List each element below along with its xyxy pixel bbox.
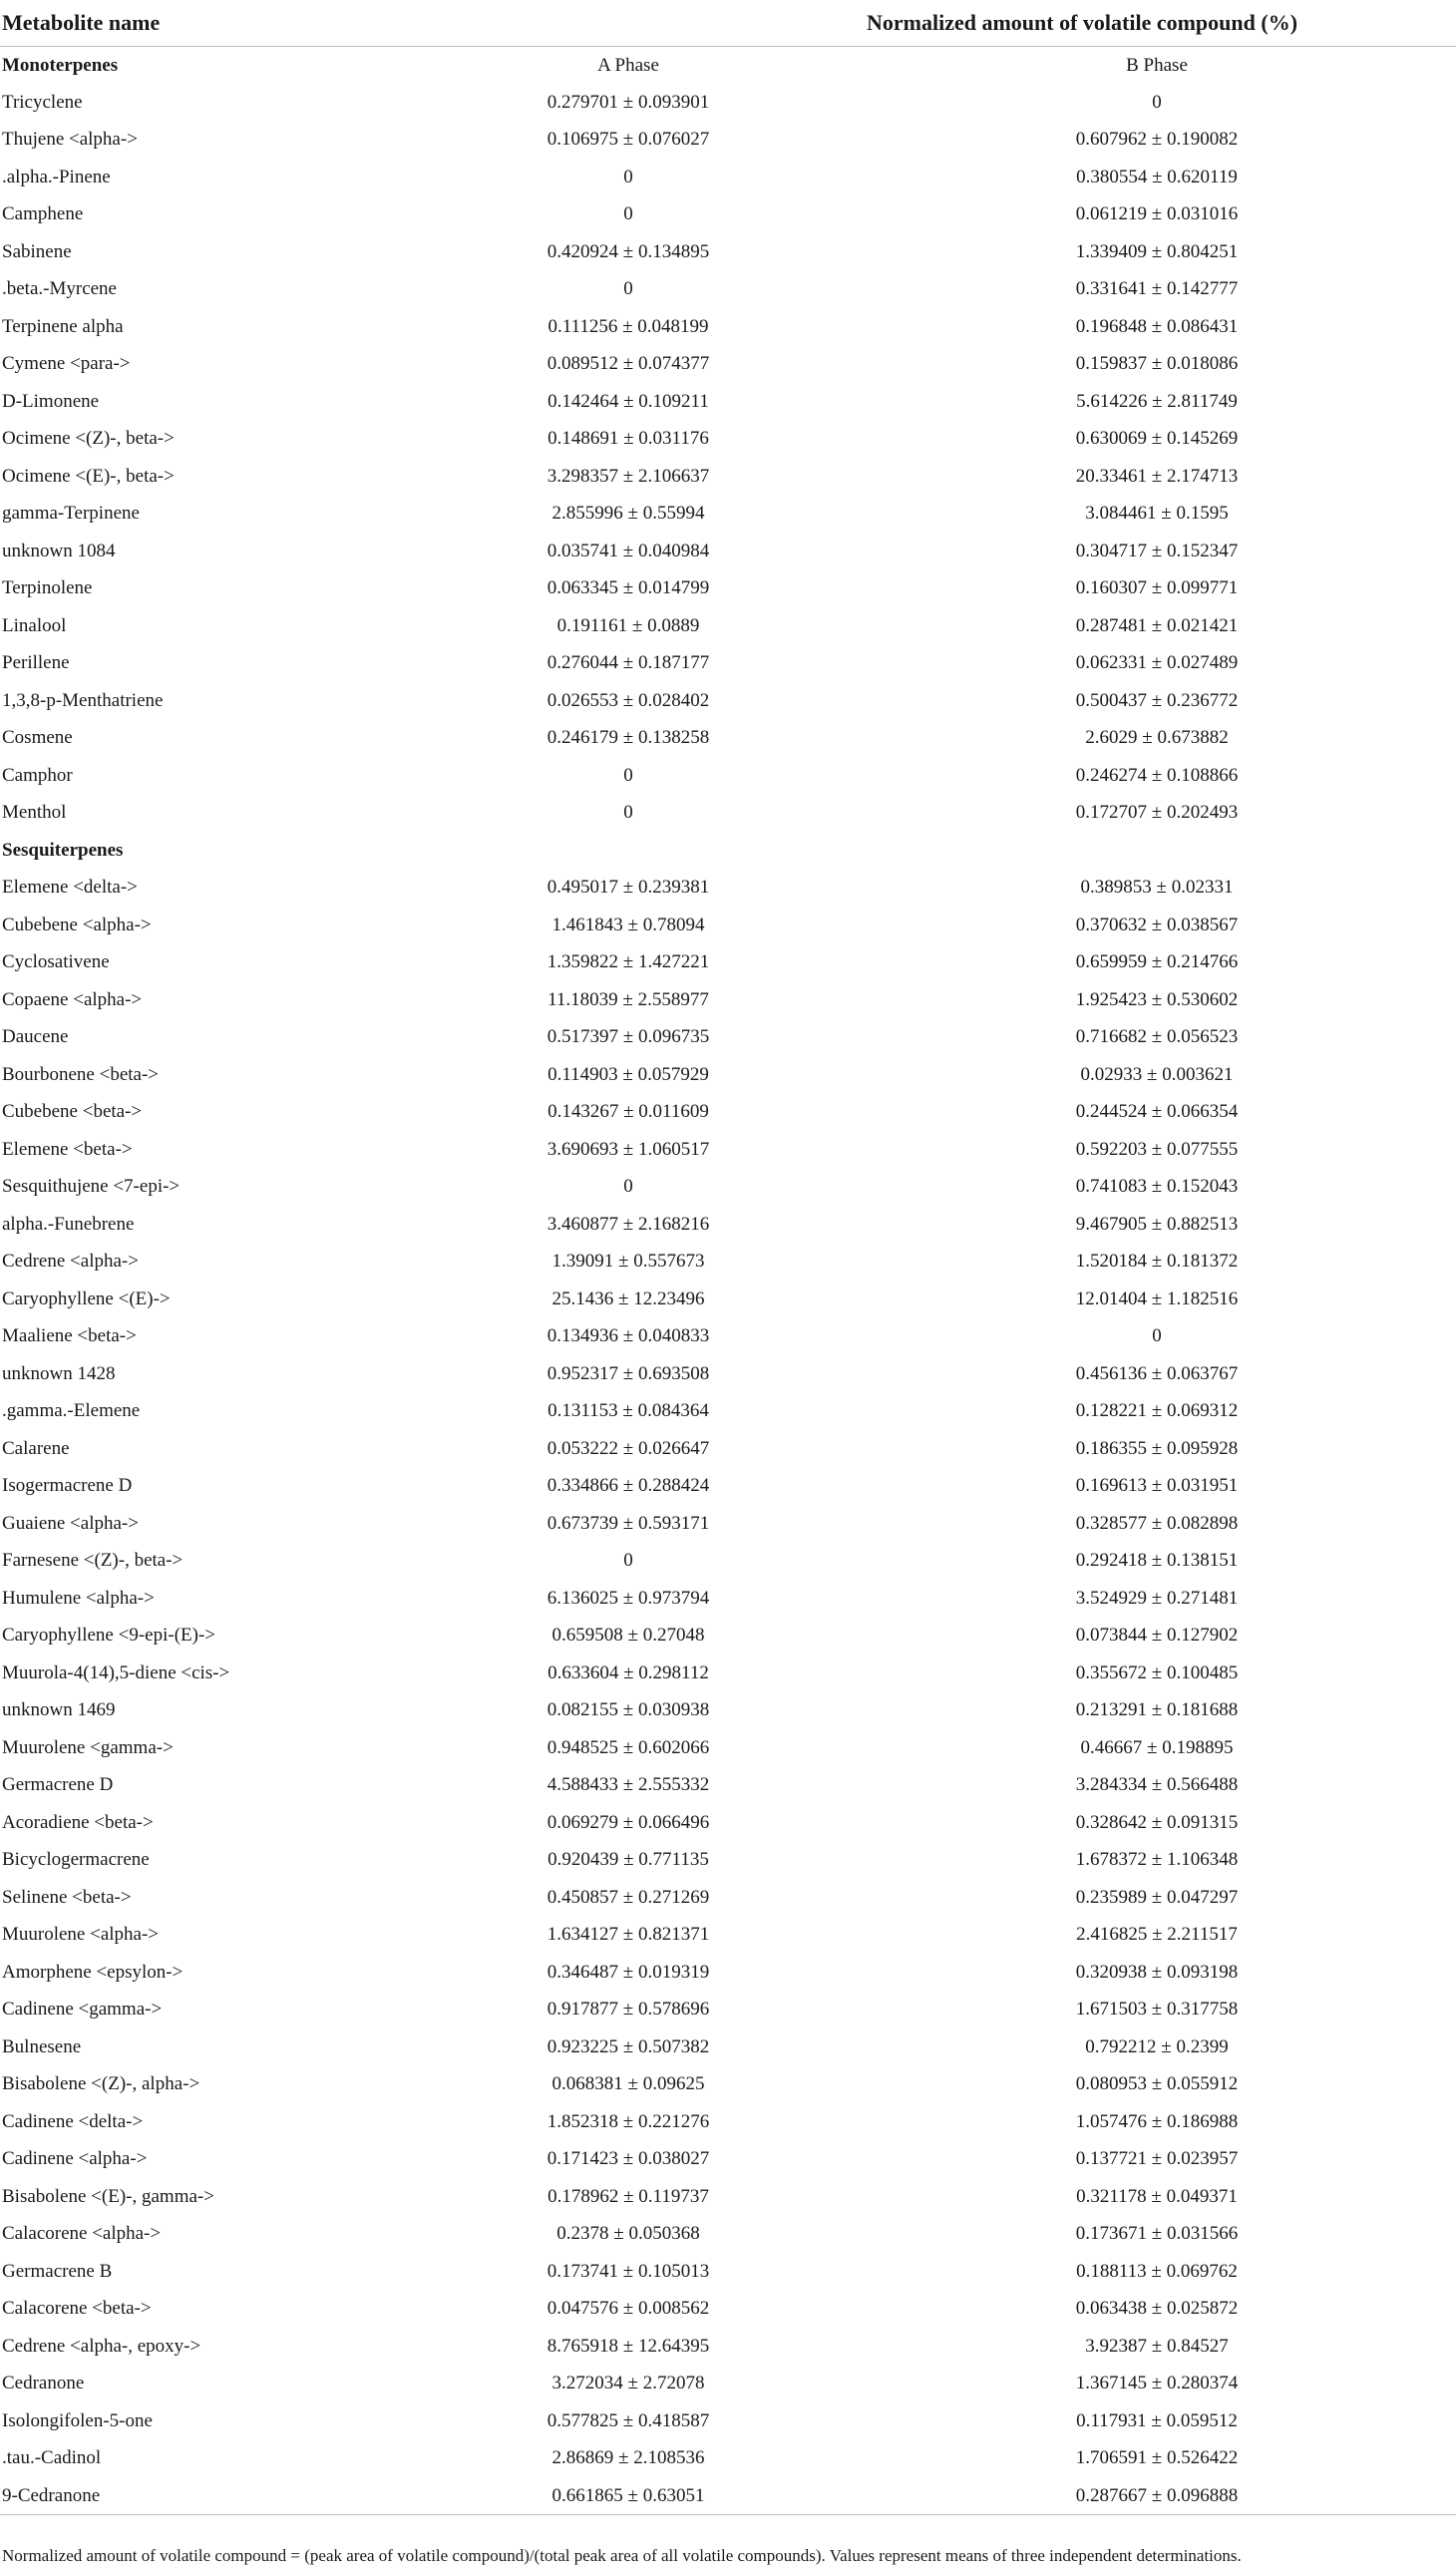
b-phase-value: 1.339409 ± 0.804251 (1075, 240, 1239, 262)
b-phase-value: 0.073844 ± 0.127902 (1075, 1625, 1239, 1647)
b-phase-value: 0.173671 ± 0.031566 (1075, 2223, 1239, 2245)
b-phase-value: 0.062331 ± 0.027489 (1075, 652, 1239, 674)
table-row (0, 570, 1456, 608)
a-phase-value: 0.276044 ± 0.187177 (546, 652, 710, 674)
b-phase-value: 0.380554 ± 0.620119 (1076, 166, 1238, 187)
table-row (0, 1019, 1456, 1057)
b-phase-value: 20.33461 ± 2.174713 (1075, 465, 1239, 487)
b-phase-value: 0.246274 ± 0.108866 (1075, 764, 1239, 786)
a-phase-value: 8.765918 ± 12.64395 (546, 2335, 710, 2357)
a-phase-value: 0.495017 ± 0.239381 (546, 877, 710, 899)
a-phase-value: 25.1436 ± 12.23496 (551, 1288, 705, 1309)
b-phase-value: 0.196848 ± 0.086431 (1075, 315, 1239, 337)
a-phase-value: 0.517397 ± 0.096735 (546, 1026, 710, 1048)
metabolite-name: gamma-Terpinene (2, 503, 140, 525)
b-phase-value: 0.287667 ± 0.096888 (778, 2477, 1456, 2515)
b-phase-value: 3.284334 ± 0.566488 (1075, 1774, 1239, 1796)
section-title: Monoterpenes (2, 54, 119, 76)
a-phase-value: 0.661865 ± 0.63051 (479, 2477, 778, 2515)
table-row (0, 607, 1456, 645)
b-phase-value: 0.159837 ± 0.018086 (1075, 353, 1239, 375)
metabolite-name: unknown 1428 (2, 1362, 116, 1384)
a-phase-value: 0.577825 ± 0.418587 (546, 2409, 710, 2431)
a-phase-value: 0.191161 ± 0.0889 (556, 614, 700, 636)
b-phase-value: 0.080953 ± 0.055912 (1075, 2073, 1239, 2095)
metabolite-name: Ocimene <(Z)-, beta-> (2, 428, 175, 450)
metabolite-name: D-Limonene (2, 390, 100, 412)
metabolite-name: Cymene <para-> (2, 353, 131, 375)
a-phase-value: 0.047576 ± 0.008562 (546, 2298, 710, 2320)
b-phase-value: 1.671503 ± 0.317758 (1075, 1999, 1239, 2021)
table-header (0, 0, 1456, 47)
table-row (0, 981, 1456, 1019)
a-phase-value: 0.450857 ± 0.271269 (546, 1886, 710, 1908)
table-row (0, 1692, 1456, 1730)
b-phase-value: 1.520184 ± 0.181372 (1075, 1251, 1239, 1273)
table-row (0, 2440, 1456, 2478)
table-row (0, 308, 1456, 346)
table-row (0, 1618, 1456, 1655)
metabolite-name: .tau.-Cadinol (2, 2447, 102, 2469)
table-row (0, 2178, 1456, 2216)
a-phase-value: 2.855996 ± 0.55994 (551, 503, 705, 525)
a-phase-value: 3.298357 ± 2.106637 (546, 465, 710, 487)
a-phase-value: 0.178962 ± 0.119737 (547, 2185, 709, 2207)
table-row (0, 1430, 1456, 1468)
a-phase-value: 0.659508 ± 0.27048 (551, 1625, 705, 1647)
b-phase-value: 0.188113 ± 0.069762 (1076, 2260, 1238, 2282)
a-phase-value: 0.171423 ± 0.038027 (546, 2148, 710, 2170)
section-row (0, 832, 1456, 870)
table-row (0, 159, 1456, 196)
table-row (0, 682, 1456, 720)
table-row (0, 1393, 1456, 1431)
table-row (0, 2103, 1456, 2141)
a-phase-value: 0.134936 ± 0.040833 (546, 1325, 710, 1347)
metabolite-name: Ocimene <(E)-, beta-> (2, 465, 175, 487)
metabolite-name: Cadinene <gamma-> (2, 1999, 163, 2021)
metabolite-name: Cadinene <alpha-> (2, 2148, 148, 2170)
table-row (0, 1094, 1456, 1132)
metabolite-name: Cadinene <delta-> (2, 2110, 144, 2132)
a-phase-value: 0.131153 ± 0.084364 (547, 1400, 709, 1422)
metabolite-name: Camphene (2, 203, 84, 225)
a-phase-value: 3.272034 ± 2.72078 (551, 2373, 705, 2394)
b-phase-value: 0.500437 ± 0.236772 (1075, 689, 1239, 711)
table-row (0, 458, 1456, 496)
metabolite-name: Amorphene <epsylon-> (2, 1961, 183, 1983)
metabolite-name: Cedrene <alpha-> (2, 1251, 139, 1273)
table-row (0, 233, 1456, 271)
a-phase-value: 0.068381 ± 0.09625 (551, 2073, 705, 2095)
a-phase-value: 3.690693 ± 1.060517 (546, 1138, 710, 1160)
a-phase-value: 0.053222 ± 0.026647 (546, 1437, 710, 1459)
table-row (0, 1131, 1456, 1169)
a-phase-value: 3.460877 ± 2.168216 (546, 1213, 710, 1235)
a-phase-value: 0.917877 ± 0.578696 (546, 1999, 710, 2021)
metabolite-name: Farnesene <(Z)-, beta-> (2, 1550, 183, 1572)
b-phase-value: 0.716682 ± 0.056523 (1075, 1026, 1239, 1048)
metabolite-name: Cedrene <alpha-, epoxy-> (2, 2335, 201, 2357)
table-row (0, 1842, 1456, 1880)
table-row (0, 496, 1456, 534)
metabolite-name: Germacrene B (2, 2260, 113, 2282)
metabolite-name: Muurola-4(14),5-diene <cis-> (2, 1661, 230, 1683)
metabolite-name: Acoradiene <beta-> (2, 1811, 154, 1833)
table-row (0, 2477, 1456, 2515)
b-phase-value: 0.128221 ± 0.069312 (1075, 1400, 1239, 1422)
a-phase-value: 1.852318 ± 0.221276 (546, 2110, 710, 2132)
table-body (0, 47, 1456, 2515)
metabolite-name: Thujene <alpha-> (2, 129, 138, 151)
b-phase-value: 0.186355 ± 0.095928 (1075, 1437, 1239, 1459)
metabolite-name: unknown 1469 (2, 1699, 116, 1721)
metabolite-name: 1,3,8-p-Menthatriene (2, 689, 164, 711)
table-row (0, 1954, 1456, 1992)
table-row (0, 1767, 1456, 1805)
metabolite-name: Isogermacrene D (2, 1475, 133, 1497)
metabolite-name: Perillene (2, 652, 70, 674)
a-phase-value: 0.673739 ± 0.593171 (546, 1512, 710, 1534)
b-phase-value: 0 (1152, 91, 1162, 113)
table-row (0, 1468, 1456, 1506)
a-phase-value: 2.86869 ± 2.108536 (551, 2447, 705, 2469)
table-row (0, 1056, 1456, 1094)
a-phase-value: 0.106975 ± 0.076027 (546, 129, 710, 151)
b-phase-value: 0.213291 ± 0.181688 (1075, 1699, 1239, 1721)
b-phase-value: 0.792212 ± 0.2399 (1085, 2035, 1229, 2057)
b-phase-value: 0.287481 ± 0.021421 (1075, 614, 1239, 636)
header-normalized-amount: Normalized amount of volatile compound (%) (479, 0, 1456, 47)
a-phase-value: 0.063345 ± 0.014799 (546, 577, 710, 599)
table-row (0, 196, 1456, 234)
metabolite-name: Bulnesene (2, 2035, 82, 2057)
section-row (0, 47, 1456, 85)
table-row (0, 421, 1456, 459)
b-phase-value: 0.321178 ± 0.049371 (1076, 2185, 1238, 2207)
b-phase-value: 0.328642 ± 0.091315 (1075, 1811, 1239, 1833)
table-row (0, 2253, 1456, 2291)
metabolite-name: Bisabolene <(E)-, gamma-> (2, 2185, 214, 2207)
table-row (0, 944, 1456, 982)
table-row (0, 346, 1456, 384)
b-phase-value: 0.370632 ± 0.038567 (1075, 914, 1239, 935)
metabolite-name: Calacorene <beta-> (2, 2298, 152, 2320)
section-phase-a (479, 832, 778, 870)
table-row (0, 1355, 1456, 1393)
table-row (0, 2216, 1456, 2254)
a-phase-value: 0.089512 ± 0.074377 (546, 353, 710, 375)
b-phase-value: 3.92387 ± 0.84527 (1085, 2335, 1229, 2357)
table-row (0, 383, 1456, 421)
a-phase-value: 0.633604 ± 0.298112 (547, 1661, 709, 1683)
b-phase-value: 1.706591 ± 0.526422 (1075, 2447, 1239, 2469)
metabolite-name: Guaiene <alpha-> (2, 1512, 139, 1534)
a-phase-value: 0.923225 ± 0.507382 (546, 2035, 710, 2057)
a-phase-value: 0 (623, 1176, 633, 1198)
table-row (0, 2291, 1456, 2329)
b-phase-value: 0.063438 ± 0.025872 (1075, 2298, 1239, 2320)
table-row (0, 1580, 1456, 1618)
b-phase-value: 0.659959 ± 0.214766 (1075, 951, 1239, 973)
table-row (0, 757, 1456, 795)
a-phase-value: 0 (623, 1550, 633, 1572)
table-row (0, 2366, 1456, 2403)
b-phase-value: 0 (1152, 1325, 1162, 1347)
metabolite-name: Selinene <beta-> (2, 1886, 132, 1908)
metabolite-name: Bourbonene <beta-> (2, 1063, 160, 1085)
b-phase-value: 0.244524 ± 0.066354 (1075, 1101, 1239, 1123)
metabolite-name: Calacorene <alpha-> (2, 2223, 162, 2245)
table-row (0, 1804, 1456, 1842)
metabolite-name: Menthol (2, 802, 67, 824)
metabolite-name: Cubebene <alpha-> (2, 914, 152, 935)
b-phase-value: 0.630069 ± 0.145269 (1075, 428, 1239, 450)
a-phase-value: 0 (623, 764, 633, 786)
section-title: Sesquiterpenes (2, 839, 124, 861)
metabolite-name: Cosmene (2, 727, 73, 749)
table-row (0, 645, 1456, 683)
a-phase-value: 0 (623, 166, 633, 187)
metabolite-name: Muurolene <gamma-> (2, 1736, 174, 1758)
a-phase-value: 1.461843 ± 0.78094 (551, 914, 705, 935)
b-phase-value: 1.925423 ± 0.530602 (1075, 988, 1239, 1010)
metabolite-name: .beta.-Myrcene (2, 278, 117, 300)
b-phase-value: 0.117931 ± 0.059512 (1076, 2409, 1238, 2431)
header-metabolite-name: Metabolite name (0, 0, 479, 47)
b-phase-value: 0.320938 ± 0.093198 (1075, 1961, 1239, 1983)
table-row (0, 2066, 1456, 2104)
metabolite-name: Cedranone (2, 2373, 85, 2394)
metabolite-name: Caryophyllene <9-epi-(E)-> (2, 1625, 215, 1647)
b-phase-value: 2.6029 ± 0.673882 (1085, 727, 1229, 749)
section-phase-a: A Phase (597, 54, 659, 76)
table-row (0, 1917, 1456, 1955)
b-phase-value: 0.355672 ± 0.100485 (1075, 1661, 1239, 1683)
metabolite-name: Terpinene alpha (2, 315, 124, 337)
table-row (0, 870, 1456, 908)
metabolite-name: Calarene (2, 1437, 70, 1459)
table-row (0, 795, 1456, 833)
b-phase-value: 0.456136 ± 0.063767 (1075, 1362, 1239, 1384)
table-row (0, 1543, 1456, 1581)
table-row (0, 1729, 1456, 1767)
metabolite-name: .gamma.-Elemene (2, 1400, 141, 1422)
a-phase-value: 0.346487 ± 0.019319 (546, 1961, 710, 1983)
b-phase-value: 0.160307 ± 0.099771 (1075, 577, 1239, 599)
metabolite-name: Sesquithujene <7-epi-> (2, 1176, 181, 1198)
table-row (0, 1318, 1456, 1356)
a-phase-value: 0 (623, 203, 633, 225)
table-row (0, 1206, 1456, 1244)
section-phase-b: B Phase (1126, 54, 1188, 76)
table-row (0, 533, 1456, 570)
a-phase-value: 0 (623, 278, 633, 300)
b-phase-value: 0.389853 ± 0.02331 (1080, 877, 1234, 899)
table-row (0, 1505, 1456, 1543)
a-phase-value: 0.082155 ± 0.030938 (546, 1699, 710, 1721)
table-row (0, 2402, 1456, 2440)
metabolite-name: Cubebene <beta-> (2, 1101, 143, 1123)
b-phase-value: 9.467905 ± 0.882513 (1075, 1213, 1239, 1235)
table-row (0, 2028, 1456, 2066)
table-row (0, 1281, 1456, 1318)
metabolite-name: Daucene (2, 1026, 69, 1048)
metabolite-name: .alpha.-Pinene (2, 166, 111, 187)
metabolite-name: Humulene <alpha-> (2, 1587, 155, 1609)
b-phase-value: 0.235989 ± 0.047297 (1075, 1886, 1239, 1908)
a-phase-value: 0 (623, 802, 633, 824)
a-phase-value: 11.18039 ± 2.558977 (547, 988, 709, 1010)
b-phase-value: 0.592203 ± 0.077555 (1075, 1138, 1239, 1160)
table-row (0, 1992, 1456, 2029)
a-phase-value: 0.334866 ± 0.288424 (546, 1475, 710, 1497)
metabolite-name: Caryophyllene <(E)-> (2, 1288, 171, 1309)
table-row (0, 2141, 1456, 2179)
metabolite-name: Maaliene <beta-> (2, 1325, 137, 1347)
metabolite-name: Muurolene <alpha-> (2, 1924, 160, 1946)
metabolite-name: Germacrene D (2, 1774, 114, 1796)
b-phase-value: 0.137721 ± 0.023957 (1075, 2148, 1239, 2170)
a-phase-value: 0.420924 ± 0.134895 (546, 240, 710, 262)
b-phase-value: 0.02933 ± 0.003621 (1080, 1063, 1234, 1085)
a-phase-value: 0.279701 ± 0.093901 (546, 91, 710, 113)
b-phase-value: 1.057476 ± 0.186988 (1075, 2110, 1239, 2132)
table-footnote: Normalized amount of volatile compound = (peak area of volatile compound)/(total peak area of all volatile compounds). Values represent means of three independent determinations. (2, 2546, 1242, 2565)
table-row (0, 907, 1456, 944)
b-phase-value: 0.169613 ± 0.031951 (1075, 1475, 1239, 1497)
a-phase-value: 4.588433 ± 2.555332 (546, 1774, 710, 1796)
b-phase-value: 0.328577 ± 0.082898 (1075, 1512, 1239, 1534)
metabolite-name: Isolongifolen-5-one (2, 2409, 153, 2431)
b-phase-value: 5.614226 ± 2.811749 (1076, 390, 1238, 412)
table-row (0, 84, 1456, 122)
a-phase-value: 0.026553 ± 0.028402 (546, 689, 710, 711)
b-phase-value: 12.01404 ± 1.182516 (1075, 1288, 1239, 1309)
table-row (0, 1879, 1456, 1917)
table-row (0, 1655, 1456, 1692)
metabolite-name: Linalool (2, 614, 67, 636)
b-phase-value: 2.416825 ± 2.211517 (1076, 1924, 1238, 1946)
table-row (0, 271, 1456, 309)
metabolite-name: Terpinolene (2, 577, 93, 599)
a-phase-value: 0.148691 ± 0.031176 (547, 428, 709, 450)
metabolite-name: alpha.-Funebrene (2, 1213, 135, 1235)
metabolite-name: unknown 1084 (2, 540, 116, 561)
metabolite-name: Bisabolene <(Z)-, alpha-> (2, 2073, 200, 2095)
metabolite-name: Elemene <delta-> (2, 877, 138, 899)
metabolite-name: Cyclosativene (2, 951, 110, 973)
b-phase-value: 0.292418 ± 0.138151 (1075, 1550, 1239, 1572)
metabolite-name: Sabinene (2, 240, 72, 262)
a-phase-value: 0.111256 ± 0.048199 (547, 315, 709, 337)
a-phase-value: 1.359822 ± 1.427221 (546, 951, 710, 973)
metabolite-name: Bicyclogermacrene (2, 1849, 150, 1871)
b-phase-value: 3.084461 ± 0.1595 (1085, 503, 1229, 525)
metabolite-name: Camphor (2, 764, 73, 786)
a-phase-value: 6.136025 ± 0.973794 (546, 1587, 710, 1609)
table-row (0, 720, 1456, 758)
b-phase-value: 0.331641 ± 0.142777 (1075, 278, 1239, 300)
section-phase-b (778, 832, 1456, 870)
a-phase-value: 1.39091 ± 0.557673 (551, 1251, 705, 1273)
b-phase-value: 0.061219 ± 0.031016 (1075, 203, 1239, 225)
a-phase-value: 0.069279 ± 0.066496 (546, 1811, 710, 1833)
a-phase-value: 0.948525 ± 0.602066 (546, 1736, 710, 1758)
a-phase-value: 0.246179 ± 0.138258 (546, 727, 710, 749)
a-phase-value: 0.952317 ± 0.693508 (546, 1362, 710, 1384)
metabolite-name: Elemene <beta-> (2, 1138, 133, 1160)
metabolite-name: Copaene <alpha-> (2, 988, 143, 1010)
a-phase-value: 0.143267 ± 0.011609 (547, 1101, 709, 1123)
table-row (0, 1169, 1456, 1207)
metabolite-name: Tricyclene (2, 91, 83, 113)
a-phase-value: 0.114903 ± 0.057929 (547, 1063, 709, 1085)
b-phase-value: 1.367145 ± 0.280374 (1075, 2373, 1239, 2394)
table-row (0, 1244, 1456, 1282)
a-phase-value: 1.634127 ± 0.821371 (546, 1924, 710, 1946)
b-phase-value: 0.741083 ± 0.152043 (1075, 1176, 1239, 1198)
a-phase-value: 0.035741 ± 0.040984 (546, 540, 710, 561)
a-phase-value: 0.142464 ± 0.109211 (547, 390, 709, 412)
a-phase-value: 0.173741 ± 0.105013 (546, 2260, 710, 2282)
b-phase-value: 0.304717 ± 0.152347 (1075, 540, 1239, 561)
a-phase-value: 0.920439 ± 0.771135 (547, 1849, 709, 1871)
b-phase-value: 0.607962 ± 0.190082 (1075, 129, 1239, 151)
b-phase-value: 0.172707 ± 0.202493 (1075, 802, 1239, 824)
table-row (0, 2328, 1456, 2366)
metabolite-name: 9-Cedranone (0, 2477, 479, 2515)
b-phase-value: 0.46667 ± 0.198895 (1080, 1736, 1234, 1758)
b-phase-value: 1.678372 ± 1.106348 (1075, 1849, 1239, 1871)
table-row (0, 122, 1456, 160)
b-phase-value: 3.524929 ± 0.271481 (1075, 1587, 1239, 1609)
a-phase-value: 0.2378 ± 0.050368 (556, 2223, 700, 2245)
